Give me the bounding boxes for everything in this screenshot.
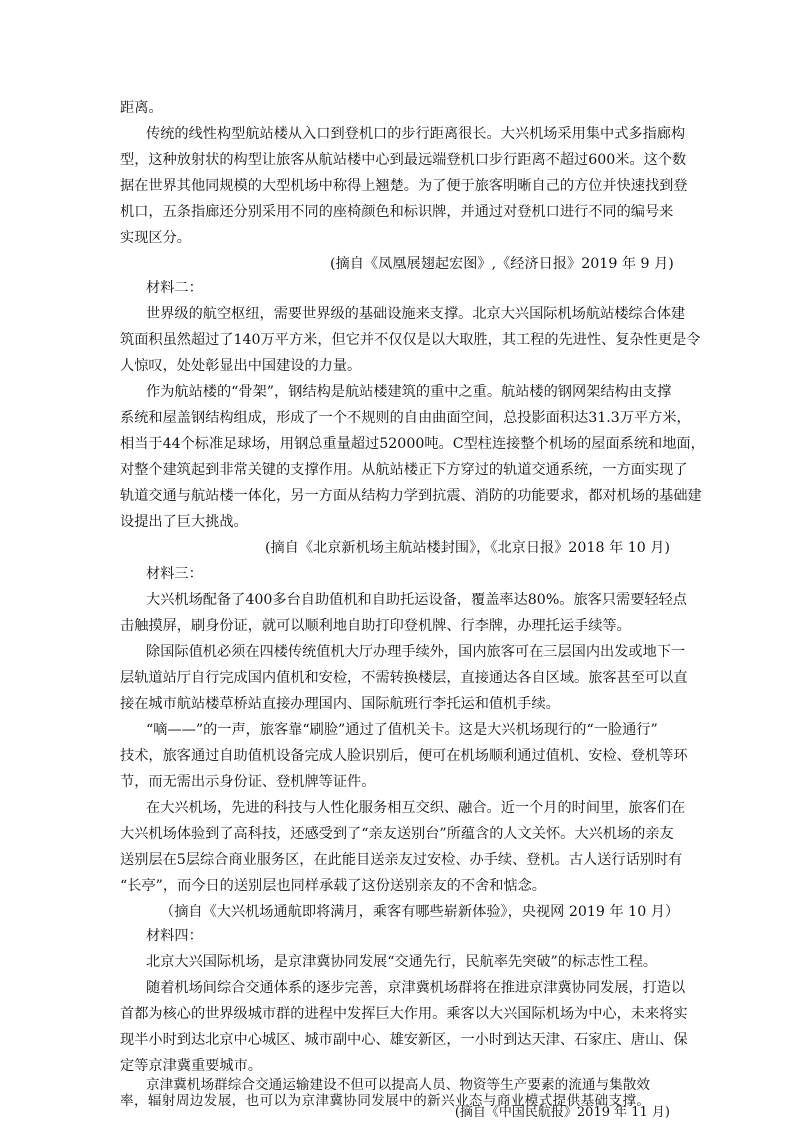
text-line: 距离。 — [120, 100, 163, 116]
text-line: 首都为核心的世界级城市群的进程中发挥巨大作用。乘客以大兴国际机场为中心，未来将实 — [120, 1006, 688, 1022]
text-line: “嘀——”的一声，旅客靠“刷脸”通过了值机关卡。这是大兴机场现行的“一脸通行” — [146, 722, 658, 738]
text-line: 传统的线性构型航站楼从入口到登机口的步行距离很长。大兴机场采用集中式多指廊构 — [146, 126, 686, 142]
text-line: 相当于44个标准足球场，用钢总重量超过52000吨。C型柱连接整个机场的屋面系统和地面， — [120, 436, 705, 452]
text-line: 击触摸屏，刷身份证，就可以顺利地自助打印登机牌、行李牌，办理托运手续等。 — [120, 618, 631, 634]
text-line: 定等京津冀重要城市。 — [120, 1058, 262, 1074]
text-line: 实现区分。 — [120, 230, 191, 246]
text-line: 机口，五条指廊还分别采用不同的座椅颜色和标识牌，并通过对登机口进行不同的编号来 — [120, 204, 674, 220]
source-citation: (摘自《中国民航报》2019 年 11 月) — [454, 1105, 670, 1120]
text-line: 送别层在5层综合商业服务区，在此能目送亲友过安检、办手续、登机。古人送行话别时有 — [120, 852, 683, 868]
text-line: 大兴机场体验到了高科技，还感受到了“亲友送别台”所蕴含的人文关怀。大兴机场的亲友 — [120, 826, 674, 842]
text-line: 世界级的航空枢纽，需要世界级的基础设施来支撑。北京大兴国际机场航站楼综合体建 — [146, 306, 686, 322]
text-line: 系统和屋盖钢结构组成，形成了一个不规则的自由曲面空间，总投影面积达31.3万平方米， — [120, 410, 691, 426]
text-line: 设提出了巨大挑战。 — [120, 514, 248, 530]
text-line: “长亭”，而今日的送别层也同样承载了这份送别亲友的不舍和惦念。 — [120, 878, 546, 894]
source-citation: (摘自《凤凰展翅起宏图》,《经济日报》2019 年 9 月) — [330, 256, 674, 272]
material-heading: 材料三： — [146, 566, 203, 582]
text-line: 对整个建筑起到非常关键的支撑作用。从航站楼正下方穿过的轨道交通系统，一方面实现了 — [120, 462, 688, 478]
text-line: 随着机场间综合交通体系的逐步完善，京津冀机场群将在推进京津冀协同发展，打造以 — [146, 980, 686, 996]
text-line: 节，而无需出示身份证、登机牌等证件。 — [120, 774, 376, 790]
text-line: 人惊叹，处处彰显出中国建设的力量。 — [120, 358, 362, 374]
text-line: 作为航站楼的“骨架”，钢结构是航站楼建筑的重中之重。航站楼的钢网架结构由支撑 — [146, 384, 672, 400]
material-heading: 材料二： — [146, 280, 203, 296]
text-line: 筑面积虽然超过了140万平方米，但它并不仅仅是以大取胜，其工程的先进性、复杂性更是令 — [120, 332, 701, 348]
source-citation: （摘自《大兴机场通航即将满月，乘客有哪些崭新体验》，央视网 2019 年 10 月） — [160, 904, 680, 920]
text-line: 率，辐射周边发展，也可以为京津冀协同发展中的新兴业态与商业模式提供基础支撑。 — [120, 1093, 650, 1109]
source-citation: (摘自《北京新机场主航站楼封围》，《北京日报》2018 年 10 月) — [264, 540, 670, 556]
text-line: 在大兴机场，先进的科技与人性化服务相互交织、融合。近一个月的时间里，旅客们在 — [146, 800, 686, 816]
text-line: 技术，旅客通过自助值机设备完成人脸识别后，便可在机场顺利通过值机、安检、登机等环 — [120, 748, 688, 764]
text-line: 轨道交通与航站楼一体化，另一方面从结构力学到抗震、消防的功能要求，都对机场的基础建 — [120, 488, 702, 504]
text-line: 接在城市航站楼草桥站直接办理国内、国际航班行李托运和值机手续。 — [120, 696, 560, 712]
text-line: 据在世界其他同规模的大型机场中称得上翘楚。为了便于旅客明晰自己的方位并快速找到登 — [120, 178, 688, 194]
text-line: 现半小时到达北京中心城区、城市副中心、雄安新区，一小时到达天津、石家庄、唐山、保 — [120, 1032, 688, 1048]
text-line: 层轨道站厅自行完成国内值机和安检，不需转换楼层，直接通达各自区域。旅客甚至可以直 — [120, 670, 688, 686]
text-line: 京津冀机场群综合交通运输建设不但可以提高人员、物资等生产要素的流通与集散效 — [146, 1077, 650, 1093]
material-heading: 材料四： — [146, 928, 203, 944]
text-line: 大兴机场配备了400多台自助值机和自助托运设备，覆盖率达80%。旅客只需要轻轻点 — [146, 592, 687, 608]
text-line: 除国际值机必须在四楼传统值机大厅办理手续外，国内旅客可在三层国内出发或地下一 — [146, 644, 686, 660]
text-line: 北京大兴国际机场，是京津冀协同发展“交通先行，民航率先突破”的标志性工程。 — [146, 954, 658, 970]
text-line: 型，这种放射状的构型让旅客从航站楼中心到最远端登机口步行距离不超过600米。这个数 — [120, 152, 687, 168]
